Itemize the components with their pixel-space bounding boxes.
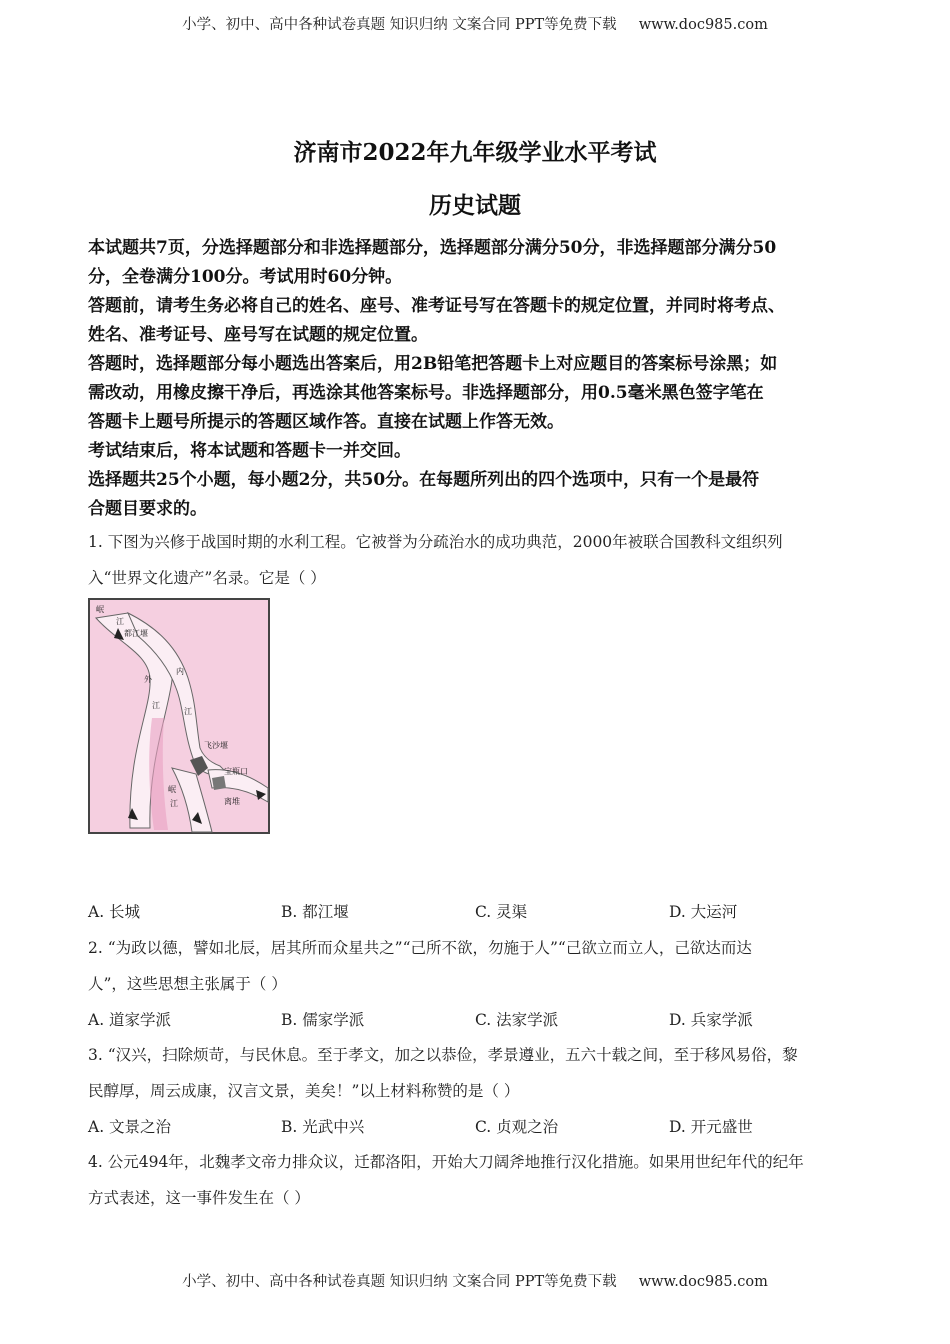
map-label: 离堆 [224, 797, 240, 806]
q1-option-d[interactable]: D. 大运河 [669, 903, 738, 921]
banner-url[interactable]: www.doc985.com [638, 1274, 768, 1290]
q3-option-c[interactable]: C. 贞观之治 [475, 1118, 559, 1136]
bottom-banner [0, 1270, 950, 1291]
banner-url[interactable]: www.doc985.com [638, 17, 768, 33]
map-label: 都江堰 [124, 629, 148, 638]
question-4-line-2: 方式表述，这一事件发生在（ ） [88, 1189, 310, 1207]
instruction-line: 本试题共7页，分选择题部分和非选择题部分，选择题部分满分50分，非选择题部分满分50 [88, 238, 777, 258]
q3-option-a[interactable]: A. 文景之治 [88, 1118, 172, 1136]
q3-option-b[interactable]: B. 光武中兴 [281, 1118, 365, 1136]
page-subtitle: 历史试题 [429, 192, 521, 219]
map-label: 江 [184, 707, 192, 716]
instruction-line: 需改动，用橡皮擦干净后，再选涂其他答案标号。非选择题部分，用0.5毫米黑色签字笔在 [88, 383, 764, 403]
map-label: 宝瓶口 [224, 767, 248, 776]
page-title: 济南市2022年九年级学业水平考试 [293, 139, 657, 166]
q1-option-c[interactable]: C. 灵渠 [475, 903, 528, 921]
q2-option-b[interactable]: B. 儒家学派 [281, 1011, 365, 1029]
instruction-line: 合题目要求的。 [88, 499, 207, 519]
instruction-line: 答题前，请考生务必将自己的姓名、座号、准考证号写在答题卡的规定位置，并同时将考点、 [88, 296, 785, 316]
map-label: 江 [152, 701, 160, 710]
question-3-line-2: 民醇厚，周云成康，汉言文景，美矣！”以上材料称赞的是（ ） [88, 1082, 520, 1100]
q2-option-c[interactable]: C. 法家学派 [475, 1011, 559, 1029]
question-1-line-1: 1. 下图为兴修于战国时期的水利工程。它被誉为分疏治水的成功典范，2000年被联合国教科文组织列 [88, 533, 783, 551]
question-2-line-1: 2. “为政以德，譬如北辰，居其所而众星共之”“己所不欲，勿施于人”“己欲立而立人，己欲达而达 [88, 939, 752, 957]
banner-text: 小学、初中、高中各种试卷真题 知识归纳 文案合同 PPT等免费下载 [182, 17, 617, 33]
q1-option-b[interactable]: B. 都江堰 [281, 903, 349, 921]
question-4-line-1: 4. 公元494年，北魏孝文帝力排众议，迁都洛阳，开始大刀阔斧地推行汉化措施。如果用世纪年代的纪年 [88, 1153, 804, 1171]
map-label: 岷 [96, 605, 104, 614]
map-lidui [212, 776, 226, 790]
map-label: 岷 [168, 785, 176, 794]
q2-option-a[interactable]: A. 道家学派 [88, 1011, 172, 1029]
map-label: 江 [116, 617, 124, 626]
map-label: 外 [144, 675, 152, 684]
instruction-line: 答题时，选择题部分每小题选出答案后，用2B铅笔把答题卡上对应题目的答案标号涂黑；如 [88, 354, 778, 374]
q3-option-d[interactable]: D. 开元盛世 [669, 1118, 753, 1136]
banner-text: 小学、初中、高中各种试卷真题 知识归纳 文案合同 PPT等免费下载 [182, 1274, 617, 1290]
map-label: 江 [170, 799, 178, 808]
instruction-line: 选择题共25个小题，每小题2分，共50分。在每题所列出的四个选项中，只有一个是最符 [88, 470, 760, 490]
question-3-line-1: 3. “汉兴，扫除烦苛，与民休息。至于孝文，加之以恭俭，孝景遵业，五六十载之间，至于移风易俗，黎 [88, 1046, 798, 1064]
question-2-line-2: 人”，这些思想主张属于（ ） [88, 975, 287, 993]
instruction-line: 姓名、准考证号、座号写在试题的规定位置。 [88, 325, 428, 345]
dujiangyan-map [88, 598, 270, 834]
q2-option-d[interactable]: D. 兵家学派 [669, 1011, 753, 1029]
instruction-line: 考试结束后，将本试题和答题卡一并交回。 [88, 441, 411, 461]
instruction-line: 分，全卷满分100分。考试用时60分钟。 [88, 267, 403, 287]
map-label: 飞沙堰 [204, 741, 228, 750]
instruction-line: 答题卡上题号所提示的答题区域作答。直接在试题上作答无效。 [88, 412, 564, 432]
map-label: 内 [176, 667, 184, 676]
top-banner [0, 13, 950, 34]
question-1-line-2: 入“世界文化遗产”名录。它是（ ） [88, 569, 326, 587]
q1-option-a[interactable]: A. 长城 [88, 903, 141, 921]
